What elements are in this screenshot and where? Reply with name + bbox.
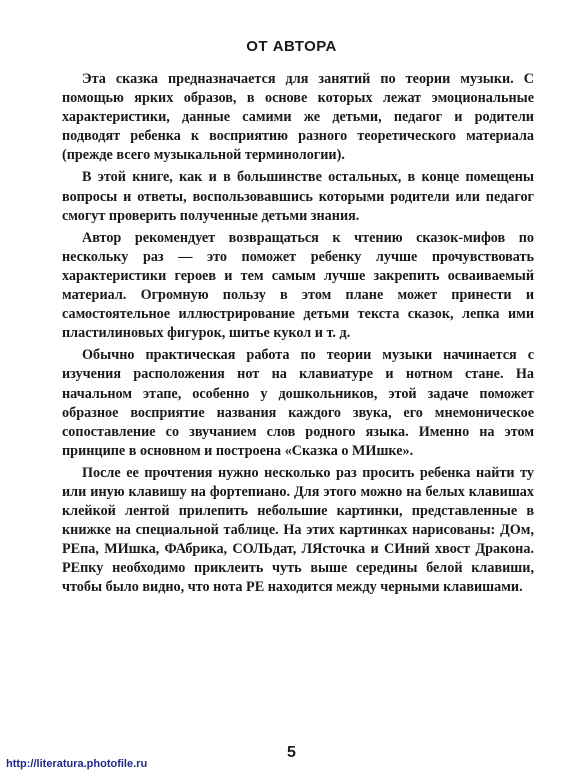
paragraph: Обычно практическая работа по теории музыки начинается с изучения расположения нот на клавиатуре и нотном стане. На начальном этапе, особенно у дошкольников, этой задаче поможет образное восприятие названия каждого звука, его мнемоническое сопоставление со звучанием слов родного языка. Именно на этом принципе в основном и построена «Сказка о МИшке».	[62, 347, 534, 459]
page-number: 5	[287, 744, 296, 761]
watermark-link[interactable]: http://literatura.photofile.ru	[6, 758, 148, 770]
page-title: ОТ АВТОРА	[246, 38, 337, 55]
paragraph: Эта сказка предназначается для занятий по теории музыки. С помощью ярких образов, в основе которых лежат эмоциональные характеристики, данные самими же детьми, педагог и родители подводят ребенка к восприятию разного теоретического материала (прежде всего музыкальной терминологии).	[62, 71, 534, 164]
paragraph: После ее прочтения нужно несколько раз просить ребенка найти ту или иную клавишу на фортепиано. Для этого можно на белых клавишах клейкой лентой прилепить небольшие картинки, представленные в книжке на специальной таблице. На этих картинках нарисованы: ДОм, РЕпа, МИшка, ФАбрика, СОЛЬдат, ЛЯсточка и СИний хвост Дракона. РЕпку необходимо приклеить чуть выше середины белой клавиши, чтобы было видно, что нота РЕ находится между черными клавишами.	[62, 464, 534, 596]
body-text	[62, 70, 534, 601]
paragraph: Автор рекомендует возвращаться к чтению сказок-мифов по нескольку раз — это поможет ребенку лучше прочувствовать характеристики героев и тем самым лучше закрепить осваиваемый материал. Огромную пользу в этом плане может принести и самостоятельное иллюстрирование детьми текста сказок, лепка ими пластилиновых фигурок, шитье кукол и т. д.	[62, 229, 534, 342]
paragraph: В этой книге, как и в большинстве остальных, в конце помещены вопросы и ответы, воспользовавшись которыми родители или педагог смогут проверить полученные детьми знания.	[62, 169, 534, 224]
